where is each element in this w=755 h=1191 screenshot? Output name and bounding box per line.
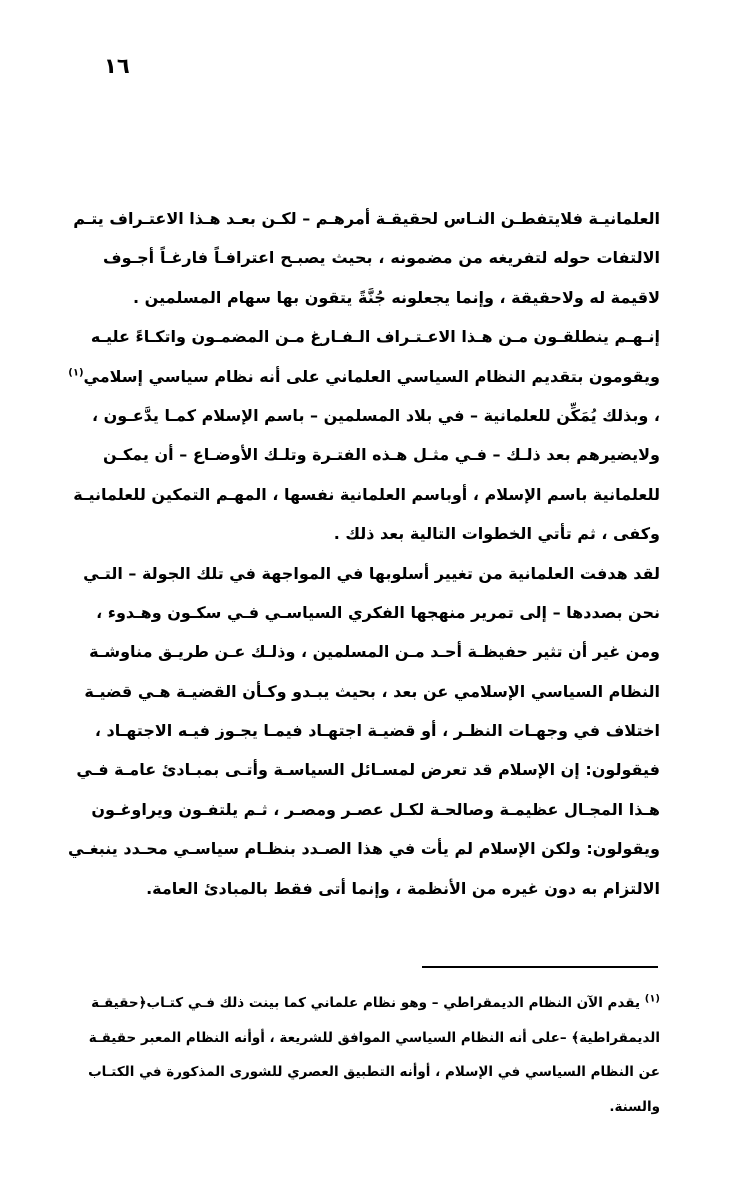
text-line: لاقيمة له ولاحقيقة ، وإنما يجعلونه جُنَّةً يتقون بها سهام المسلمين . bbox=[133, 287, 660, 307]
text-line: لقد هدفت العلمانية من تغيير أسلوبها في المواجهة في تلك الجولة – التـي bbox=[83, 563, 660, 583]
text-line: العلمانيـة فلايتفطـن النـاس لحقيقـة أمرهـم – لكـن بعـد هـذا الاعتـراف يتـم bbox=[73, 209, 660, 228]
text-line: الالتفات حوله لتفريغه من مضمونه ، بحيث يصبـح اعترافـاً فارغـاً أجـوف bbox=[103, 248, 660, 268]
footnote-separator bbox=[422, 966, 658, 968]
text-line: نحن بصددها – إلى تمرير منهجها الفكري السياسـي فـي سكـون وهـدوء ، bbox=[96, 602, 660, 622]
text-line: اختلاف في وجهـات النظـر ، أو قضيـة اجتهـاد فيمـا يجـوز فيـه الاجتهـاد ، bbox=[94, 721, 660, 741]
text-line: ومن غير أن تثير حفيظـة أحـد مـن المسلمين ، وذلـك عـن طريـق مناوشـة bbox=[89, 642, 660, 662]
text-line: للعلمانية باسم الإسلام ، أوباسم العلمانية نفسها ، المهـم التمكين للعلمانيـة bbox=[73, 484, 660, 504]
text-line: الالتزام به دون غيره من الأنظمة ، وإنما أتى فقط بالمبادئ العامة. bbox=[146, 878, 660, 898]
text-line: وكفى ، ثم تأتي الخطوات التالية بعد ذلك . bbox=[333, 524, 660, 544]
text-line-content: ويقومون بتقديم النظام السياسي العلماني على أنه نظام سياسي إسلامي bbox=[83, 366, 660, 386]
footnote bbox=[88, 986, 660, 1124]
footnote-line: عن النظام السياسي في الإسلام ، أوأنه التطبيق العصري للشورى المذكورة في الكتـاب bbox=[88, 1064, 660, 1080]
text-line: هـذا المجـال عظيمـة وصالحـة لكـل عصـر ومصـر ، ثـم يلتفـون ويراوغـون bbox=[91, 799, 660, 819]
footnote-line: والسنة. bbox=[609, 1098, 660, 1115]
footnote-marker: (١) bbox=[644, 993, 660, 1005]
text-line-with-footnote-ref bbox=[68, 357, 660, 396]
footnote-reference: (١) bbox=[68, 367, 84, 379]
text-line: إنـهـم ينطلقـون مـن هـذا الاعـتـراف الـفـارغ مـن المضمـون واتكـاءً عليـه bbox=[90, 327, 660, 347]
text-line: ويقولون: ولكن الإسلام لم يأت في هذا الصـدد بنظـام سياسـي محـدد ينبغـي bbox=[68, 839, 660, 859]
footnote-line-content: يقدم الآن النظام الديمقراطي – وهو نظام علماني كما بينت ذلك فـي كتـاب﴿حقيقـة bbox=[91, 995, 641, 1011]
text-line: ولايضيرهم بعد ذلـك – فـي مثـل هـذه الفتـرة وتلـك الأوضـاع – أن يمكـن bbox=[103, 445, 660, 465]
footnote-line: الديمقراطية﴾ –على أنه النظام السياسي الموافق للشريعة ، أوأنه النظام المعبر حقيقـة bbox=[88, 1029, 660, 1046]
text-line: فيقولون: إن الإسلام قد تعرض لمسـائل السياسـة وأتـى بمبـادئ عامـة فـي bbox=[76, 760, 660, 780]
text-line: ، وبذلك يُمَكِّن للعلمانية – في بلاد المسلمين – باسم الإسلام كمـا يدَّعـون ، bbox=[91, 405, 660, 425]
main-text bbox=[68, 199, 660, 908]
page-number: ١٦ bbox=[104, 54, 130, 78]
footnote-line bbox=[91, 986, 660, 1021]
text-line: النظام السياسي الإسلامي عن بعد ، بحيث يبـدو وكـأن القضيـة هـي قضيـة bbox=[84, 681, 660, 701]
